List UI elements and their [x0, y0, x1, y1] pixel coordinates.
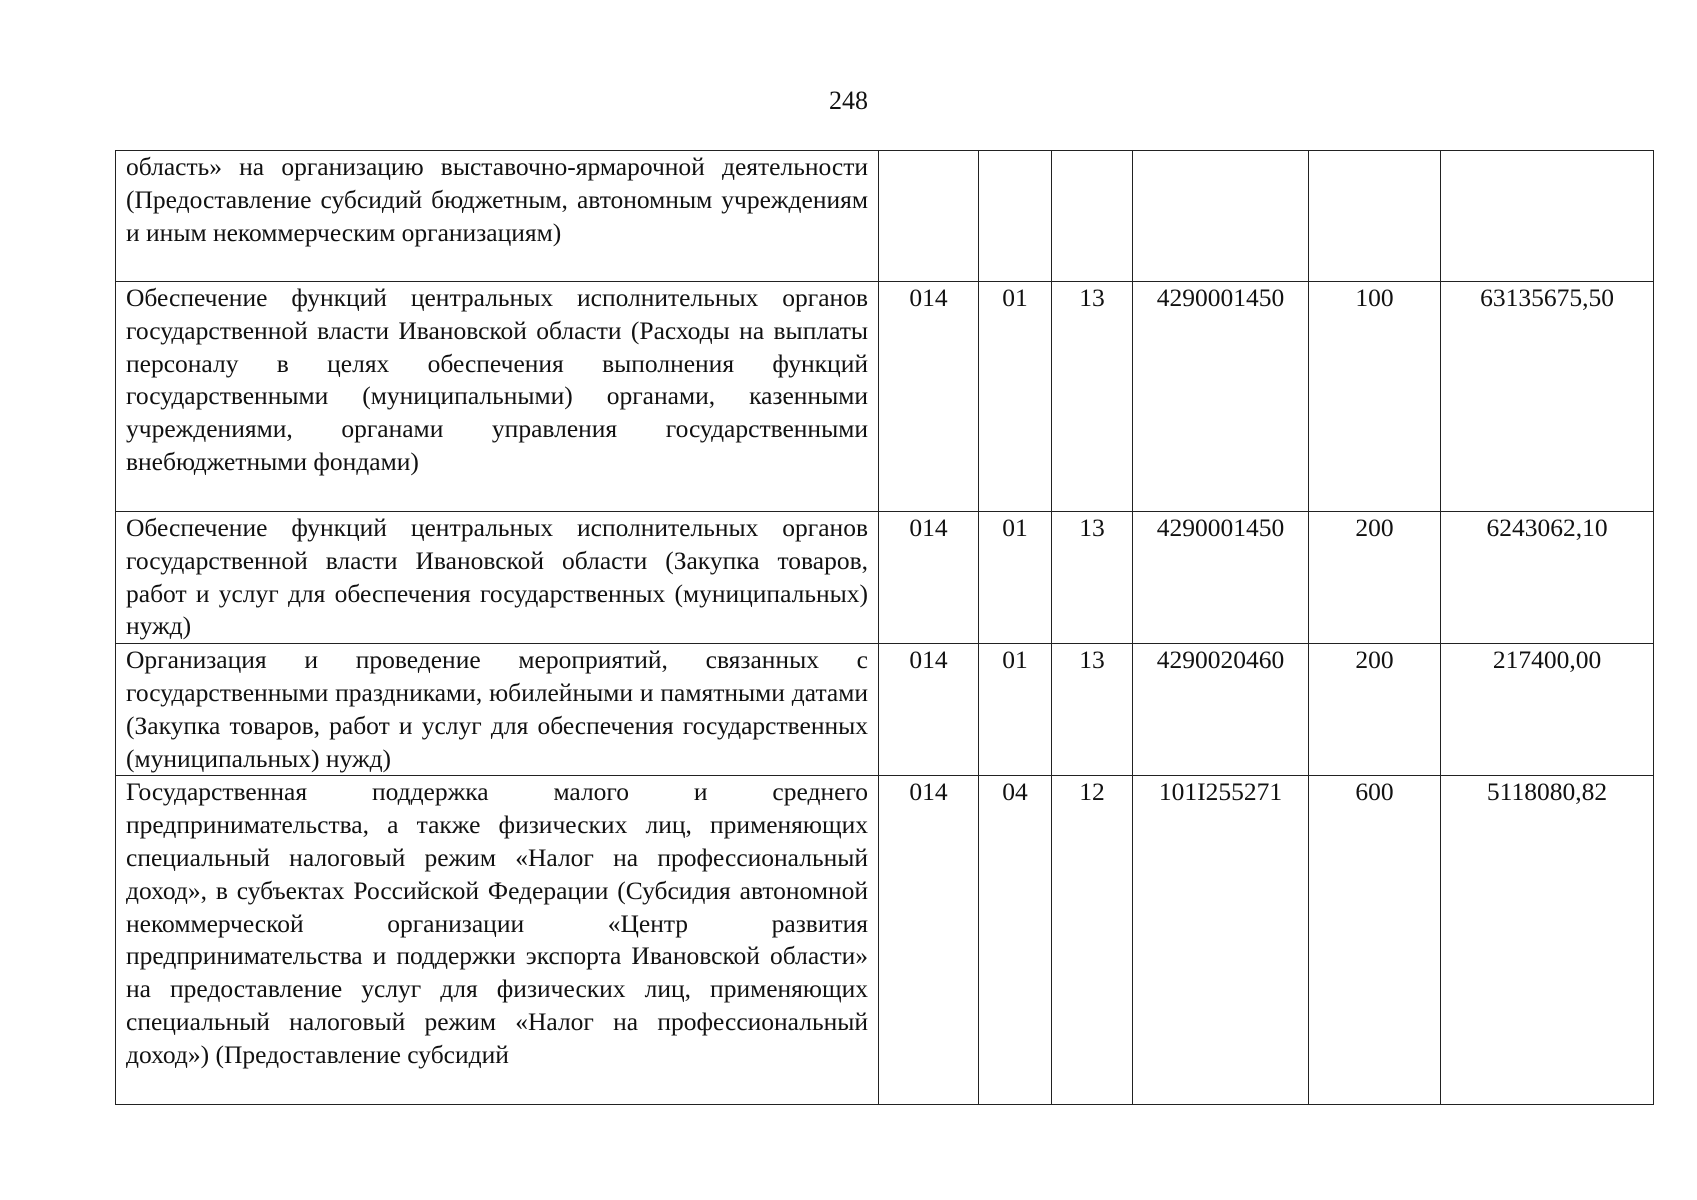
row-subsection-code: 12 [1052, 776, 1133, 1105]
row-expense-type-code: 200 [1309, 512, 1441, 644]
page-number: 248 [829, 86, 868, 115]
table-row [116, 282, 1654, 512]
row-amount: 63135675,50 [1441, 282, 1654, 512]
row-description: область» на организацию выставочно-ярмарочной деятельности (Предоставление субсидий бюджетным, автономным учреждениям и иным некоммерческим организациям) [116, 151, 879, 282]
table-row [116, 644, 1654, 776]
row-expense-type-code: 600 [1309, 776, 1441, 1105]
row-section-code: 04 [979, 776, 1052, 1105]
row-grbs-code: 014 [879, 776, 979, 1105]
table-row [116, 776, 1654, 1105]
row-expense-type-code: 200 [1309, 644, 1441, 776]
row-grbs-code: 014 [879, 282, 979, 512]
row-subsection-code: 13 [1052, 512, 1133, 644]
row-grbs-code: 014 [879, 512, 979, 644]
row-amount [1441, 151, 1654, 282]
table-row [116, 512, 1654, 644]
row-section-code [979, 151, 1052, 282]
row-expense-type-code [1309, 151, 1441, 282]
row-subsection-code [1052, 151, 1133, 282]
row-description: Обеспечение функций центральных исполнительных органов государственной власти Ивановской области (Закупка товаров, работ и услуг для обеспечения государственных (муниципальных) нужд) [116, 512, 879, 644]
row-target-article-code [1133, 151, 1309, 282]
row-grbs-code: 014 [879, 644, 979, 776]
row-section-code: 01 [979, 644, 1052, 776]
row-amount: 217400,00 [1441, 644, 1654, 776]
row-amount: 6243062,10 [1441, 512, 1654, 644]
row-amount: 5118080,82 [1441, 776, 1654, 1105]
row-target-article-code: 101I255271 [1133, 776, 1309, 1105]
table-row [116, 151, 1654, 282]
row-description: Государственная поддержка малого и среднего предпринимательства, а также физических лиц, применяющих специальный налоговый режим «Налог на профессиональный доход», в субъектах Российской Федерации (Субсидия автономной некоммерческой организации «Центр развития предпринимательства и поддержки экспорта Ивановской области» на предоставление услуг для физических лиц, применяющих специальный налоговый режим «Налог на профессиональный доход») (Предоставление субсидий [116, 776, 879, 1105]
row-description: Организация и проведение мероприятий, связанных с государственными праздниками, юбилейными и памятными датами (Закупка товаров, работ и услуг для обеспечения государственных (муниципальных) нужд) [116, 644, 879, 776]
row-target-article-code: 4290020460 [1133, 644, 1309, 776]
row-target-article-code: 4290001450 [1133, 282, 1309, 512]
row-subsection-code: 13 [1052, 282, 1133, 512]
row-grbs-code [879, 151, 979, 282]
row-target-article-code: 4290001450 [1133, 512, 1309, 644]
row-section-code: 01 [979, 282, 1052, 512]
row-description: Обеспечение функций центральных исполнительных органов государственной власти Ивановской области (Расходы на выплаты персоналу в целях обеспечения выполнения функций государственными (муниципальными) органами, казенными учреждениями, органами управления государственными внебюджетными фондами) [116, 282, 879, 512]
row-section-code: 01 [979, 512, 1052, 644]
row-subsection-code: 13 [1052, 644, 1133, 776]
row-expense-type-code: 100 [1309, 282, 1441, 512]
budget-table [115, 150, 1654, 1105]
